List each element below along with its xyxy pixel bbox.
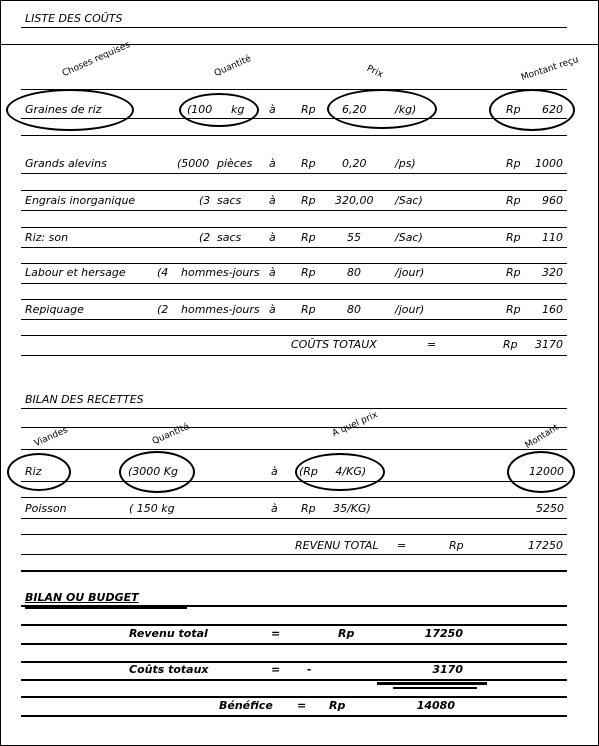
header-price: Prix [365,63,385,81]
cost-currency: Rp [301,303,316,316]
equals-sign: = [427,338,437,351]
costs-title: LISTE DES COÛTS [25,12,123,25]
highlight-circle [489,89,575,131]
cost-currency: Rp [506,194,521,207]
cost-item: Grands alevins [25,157,107,170]
revenue-item: Poisson [25,502,67,515]
rule [21,679,567,681]
title-underline [25,607,187,609]
revenue-qty: (3000 Kg [128,465,178,478]
cost-qty: (2 [199,231,211,244]
cost-per: /jour) [395,266,425,279]
rule [21,715,567,717]
cost-currency: Rp [506,231,521,244]
equals-sign: = [297,699,307,712]
rule [21,299,567,300]
cost-price: 80 [347,303,361,316]
header-amount: Montant reçu [519,55,580,83]
cost-unit: sacs [217,194,242,207]
cost-amount: 110 [542,231,563,244]
rule [21,247,567,248]
budget-costs-label: Coûts totaux [129,663,209,676]
cost-qty: (3 [199,194,211,207]
rule [21,335,567,336]
cost-at: à [269,157,276,170]
revenue-item: Riz [25,465,42,478]
header-quantity: Quantité [150,421,191,447]
rule [21,554,567,555]
budget-profit-value: 14080 [416,699,455,712]
cost-at: à [269,303,276,316]
highlight-circle [327,89,437,129]
rule [21,696,567,698]
revenue-qty: ( 150 kg [129,502,175,515]
cost-item: Graines de riz [25,103,102,116]
budget-costs-value: 3170 [432,663,463,676]
budget-title: BILAN OU BUDGET [25,591,139,604]
cost-amount: 160 [542,303,563,316]
rule [21,408,567,409]
cost-currency: Rp [506,157,521,170]
rule [21,570,567,572]
rule [21,534,567,535]
rule [21,118,567,119]
rule [21,210,567,211]
cost-at: à [269,103,276,116]
cost-price: 0,20 [342,157,367,170]
cost-per: /kg) [395,103,417,116]
budget-revenue-label: Revenu total [129,627,208,640]
cost-item: Repiquage [25,303,84,316]
rule [21,643,567,645]
cost-amount: 960 [542,194,563,207]
cost-unit: hommes-jours [181,303,260,316]
cost-qty: (2 [157,303,169,316]
budget-revenue-value: 17250 [424,627,463,640]
cost-amount: 620 [542,103,563,116]
cost-item: Labour et hersage [25,266,126,279]
cost-currency: Rp [301,231,316,244]
cost-price: 80 [347,266,361,279]
subtraction-underline [377,682,487,685]
header-quantity: Quantité [212,53,253,79]
rule [21,173,567,174]
revenue-at: à [271,502,278,515]
rule [21,661,567,663]
cost-currency: Rp [301,103,316,116]
cost-currency: Rp [301,157,316,170]
highlight-circle [295,453,385,491]
cost-currency: Rp [506,303,521,316]
cost-currency: Rp [506,266,521,279]
cost-per: /ps) [395,157,416,170]
revenue-total-currency: Rp [449,539,464,552]
cost-unit: pièces [217,157,253,170]
equals-sign: = [271,627,281,640]
cost-amount: 1000 [535,157,563,170]
equals-sign: = [271,663,281,676]
rule [21,27,567,28]
highlight-circle [179,93,259,127]
header-amount: Montant [523,422,561,451]
cost-qty: (4 [157,266,169,279]
cost-unit: hommes-jours [181,266,260,279]
costs-total-currency: Rp [503,338,518,351]
cost-at: à [269,231,276,244]
header-price: À quel prix [330,410,380,439]
cost-qty: (100 [187,103,213,116]
rule [21,624,567,626]
revenue-title: BILAN DES RECETTES [25,393,144,406]
cost-amount: 320 [542,266,563,279]
cost-at: à [269,194,276,207]
highlight-circle [6,89,134,131]
budget-profit-label: Bénéfice [219,699,273,712]
cost-currency: Rp [506,103,521,116]
revenue-at: à [271,465,278,478]
cost-qty: (5000 [177,157,210,170]
cost-unit: kg [231,103,245,116]
cost-per: /jour) [395,303,425,316]
budget-costs-sign: - [307,663,312,676]
budget-profit-currency: Rp [329,699,346,712]
revenue-price: Rp 35/KG) [301,502,371,515]
cost-per: /Sac) [395,194,423,207]
rule [21,355,567,356]
cost-price: 55 [347,231,361,244]
rule [21,89,567,90]
header-items: Viandes [32,425,70,449]
revenue-price: (Rp 4/KG) [299,465,367,478]
highlight-circle [7,453,71,491]
highlight-circle [119,451,195,493]
cost-per: /Sac) [395,231,423,244]
highlight-circle [507,451,575,493]
subtraction-underline [393,687,477,689]
costs-total-value: 3170 [535,338,563,351]
rule [21,227,567,228]
revenue-total-label: REVENU TOTAL [295,539,379,552]
costs-total-label: COÛTS TOTAUX [291,338,377,351]
rule [21,497,567,498]
cost-item: Engrais inorganique [25,194,136,207]
budget-revenue-currency: Rp [338,627,355,640]
rule [1,44,599,45]
rule [21,427,567,428]
cost-item: Riz: son [25,231,69,244]
cost-price: 320,00 [335,194,374,207]
rule [21,190,567,191]
rule [21,135,567,136]
cost-price: 6,20 [342,103,367,116]
header-items: Choses requises [60,40,132,79]
rule [21,263,567,264]
rule [21,319,567,320]
rule [21,283,567,284]
rule [21,449,567,450]
rule [21,518,567,519]
revenue-amount: 12000 [529,465,564,478]
revenue-amount: 5250 [536,502,564,515]
cost-unit: sacs [217,231,242,244]
cost-currency: Rp [301,266,316,279]
cost-currency: Rp [301,194,316,207]
cost-at: à [269,266,276,279]
rule [21,605,567,607]
equals-sign: = [397,539,407,552]
rule [21,481,567,482]
revenue-total-value: 17250 [528,539,563,552]
